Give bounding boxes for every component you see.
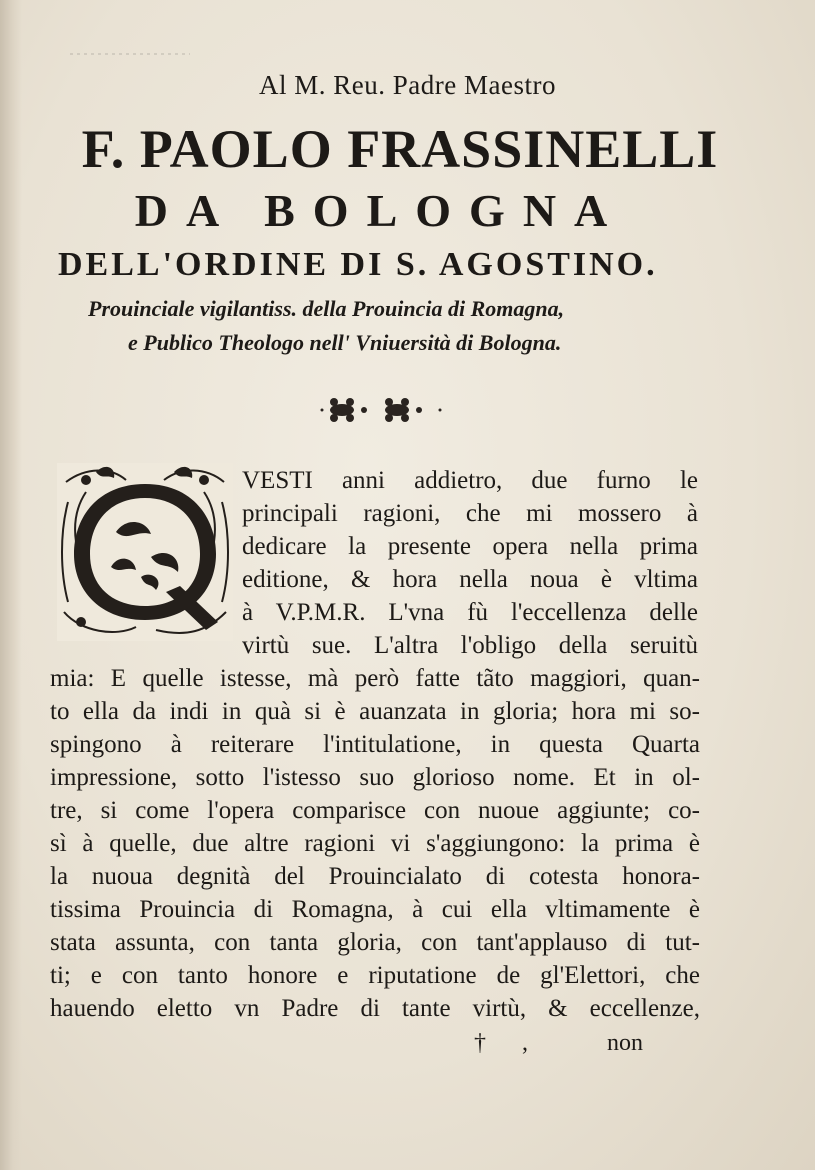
body-text-line: impressione, sotto l'istesso suo glorioso nome. Et in ol- (50, 764, 700, 791)
title-theologian: e Publico Theologo nell' Vniuersità di Bologna. (128, 330, 562, 355)
body-text-line: la nuoua degnità del Prouincialato di cotesta honora- (50, 863, 700, 890)
dedicatee-name: F. PAOLO FRASSINELLI (81, 119, 719, 179)
body-text-line: mia: E quelle istesse, mà però fatte tãto maggiori, quan- (50, 665, 700, 692)
page-footer (0, 1030, 815, 1064)
body-text-line: ti; e con tanto honore e riputatione de gl'Elettori, che (50, 962, 700, 989)
body-text-line: stata assunta, con tanta gloria, con tant'applauso di tut- (50, 929, 700, 956)
body-text-line: spingono à reiterare l'intitulatione, in questa Quarta (50, 731, 700, 758)
body-text-line: à V.P.M.R. L'vna fù l'eccellenza delle (242, 599, 698, 626)
body-text-line: sì à quelle, due altre ragioni vi s'aggiungono: la prima è (50, 830, 700, 857)
body-text-line: virtù sue. L'altra l'obligo della seruitù (242, 632, 698, 659)
dedication-line: Al M. Reu. Padre Maestro (259, 70, 556, 100)
body-text-line: principali ragioni, che mi mossero à (242, 500, 698, 527)
religious-order: DELL'ORDINE DI S. AGOSTINO. (58, 246, 658, 283)
decorated-initial-Q-icon (56, 462, 234, 642)
top-margin-mark (70, 52, 190, 56)
signature-mark: † (474, 1030, 486, 1056)
page-gutter-shadow (0, 0, 22, 1170)
body-text-line: dedicare la presente opera nella prima (242, 533, 698, 560)
title-provincial: Prouinciale vigilantiss. della Prouincia di Romagna, (88, 296, 565, 321)
body-text-line: hauendo eletto vn Padre di tante virtù, & eccellenze, (50, 995, 700, 1022)
body-text-line: tissima Prouincia di Romagna, à cui ella vltimamente è (50, 896, 700, 923)
fleuron-ornament-icon (312, 392, 452, 428)
catchword: non (607, 1030, 643, 1056)
dedicatee-origin: DA BOLOGNA (134, 185, 626, 236)
body-text-line: to ella da indi in quà si è auanzata in gloria; hora mi so- (50, 698, 700, 725)
body-text-line: VESTI anni addietro, due furno le (242, 467, 698, 494)
body-text-line: editione, & hora nella noua è vltima (242, 566, 698, 593)
body-text-line: tre, si come l'opera comparisce con nuoue aggiunte; co- (50, 797, 700, 824)
signature-comma: , (522, 1030, 528, 1056)
